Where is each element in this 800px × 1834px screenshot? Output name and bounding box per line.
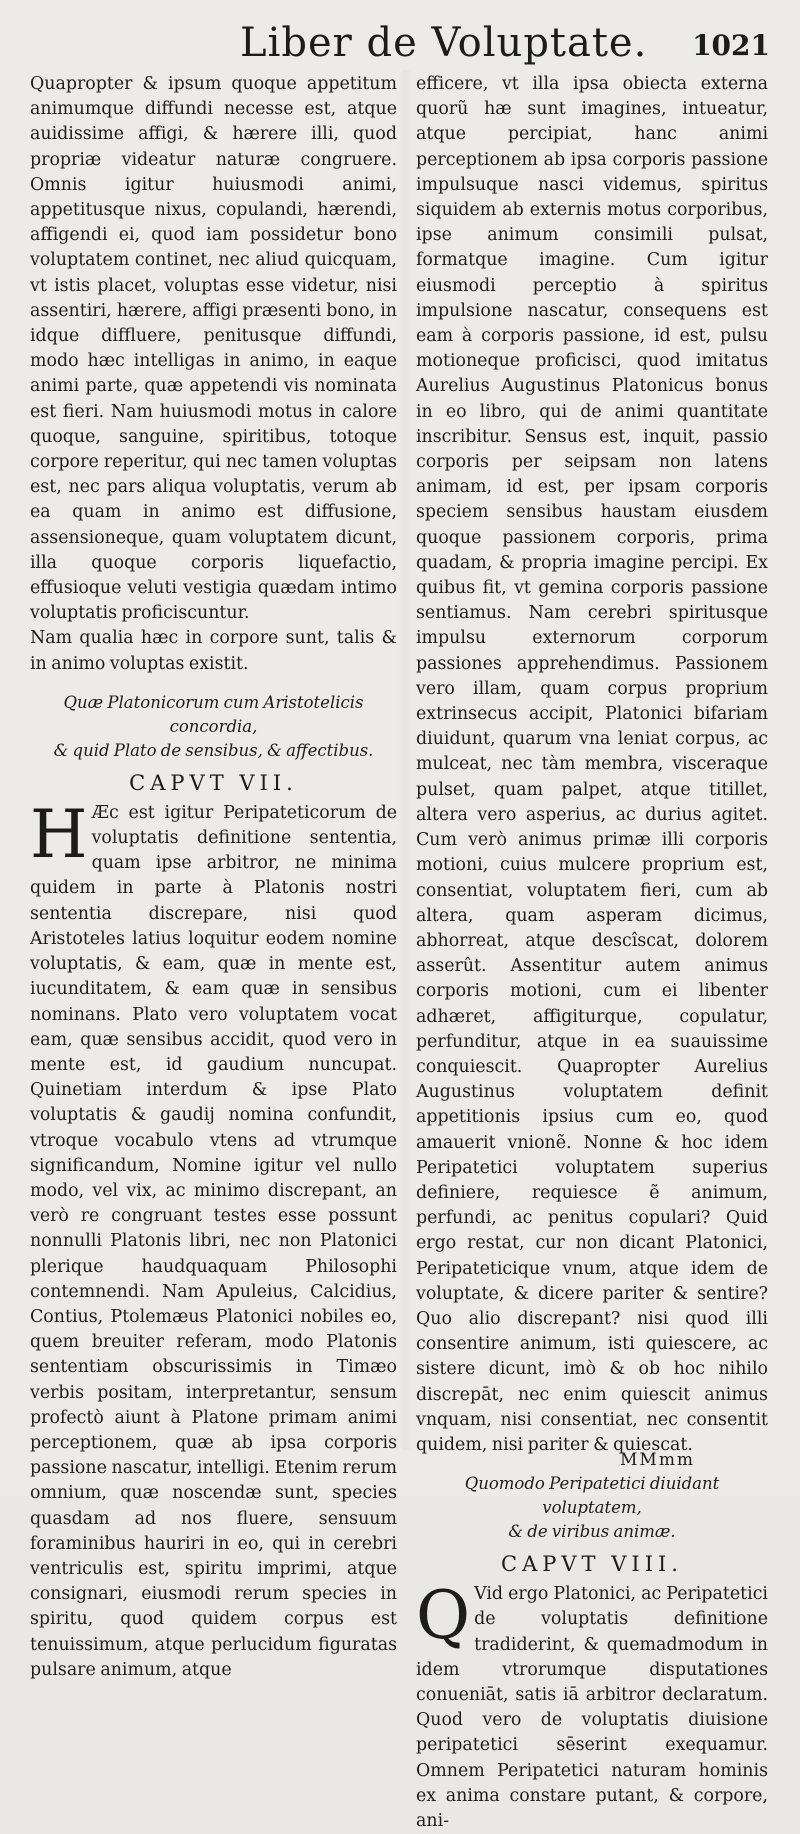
page-title: Liber de Voluptate. xyxy=(240,20,648,66)
column-gutter xyxy=(398,70,412,1450)
signature-mark: MMmm xyxy=(620,1450,696,1470)
drop-cap: Q xyxy=(416,1577,471,1655)
chapter-heading-line: Quomodo Peripatetici diuidant voluptatem, xyxy=(464,1474,720,1518)
chapter-heading-line: Quæ Platonicorum cum Aristotelicis concordia, xyxy=(63,692,364,736)
paragraph xyxy=(416,1577,768,1834)
left-column xyxy=(30,72,397,1683)
chapter-number: CAPVT VII. xyxy=(129,770,298,795)
chapter-heading-line: & quid Plato de sensibus, & affectibus. xyxy=(53,740,374,760)
chapter-number: CAPVT VIII. xyxy=(501,1552,683,1577)
paragraph xyxy=(30,795,397,1683)
paragraph-text: Æc est igitur Peripateticorum de voluptatis definitione sententia, quam ipse arbitror, ne minima quidem in parte à Platonis nostri sententia discrepare, nisi quod Aristoteles latius loquitur eodem nomine voluptatis, & eam, quæ in mente est, iucunditatem, & eam quæ in sensibus nominans. Plato vero voluptatem vocat eam, quæ sensibus accidit, quod vero in mente est, id gaudium nuncupat. Quinetiam interdum & ipse Plato voluptatis & gaudij nomina confundit, vtroque vocabulo vtens ad vtrumque significandum, Nomine igitur vel nullo modo, vel vix, ac minimo discrepant, an verò re congruant testes esse possunt nonnulli Platonis libri, nec non Platonici plerique haudquaquam Philosophi contemnendi. Nam Apuleius, Calcidius, Contius, Ptolemæus Platonici nobiles eo, quem breuiter referam, modo Platonis sententiam obscurissimis in Timæo verbis positam, interpretantur, sensum profectò aiunt à Platone primam animi perceptionem, quæ ab ipsa corporis passione nascatur, intelligi. Etenim rerum omnium, quæ noscendæ sunt, species quasdam ad nos fluere, sensuum foraminibus hauriri in eo, qui in cerebri ventriculis est, spiritu imprimi, atque consignari, eiusmodi rerum species in spiritu, quod quidem corpus est tenuissimum, atque perlucidum figuratas pulsare animum, atque xyxy=(30,802,397,1680)
paragraph-text: Vid ergo Platonici, ac Peripatetici de voluptatis definitione tradiderint, & quemadmodum in idem vtrorumque disputationes conueniāt, satis iā arbitror declaratum. Quod vero de voluptatis diuisione peripatetici sēserint exequamur. Omnem Peripatetici naturam hominis ex anima constare putant, & corpore, ani- xyxy=(416,1584,768,1831)
chapter-heading-line: & de viribus animæ. xyxy=(508,1522,676,1542)
chapter-heading xyxy=(416,1472,768,1544)
page-number: 1021 xyxy=(692,29,770,62)
paragraph: Quapropter & ipsum quoque appetitum animumque diffundi necesse est, atque auidissime affigi, & hærere illi, quod propriæ videatur naturæ congruere. Omnis igitur huiusmodi animi, appetitusque nixus, copulandi, hærendi, affigendi ei, quod iam possidetur bono voluptatem continet, nec aliud quicquam, vt istis placet, voluptas esse videtur, nisi assentiri, hærere, affigi præsenti bono, in idque diffluere, penitusque diffundi, modo hæc intelligas in animo, in eaque animi parte, quæ appetendi vis nominata est fieri. Nam huiusmodi motus in calore quoque, sanguine, spiritibus, totoque corpore reperitur, qui nec tamen voluptas est, nec pars aliqua voluptatis, verum ab ea quam in animo est diffusione, assensioneque, quam voluptatem dicunt, illa quoque corporis liquefactio, effusioque veluti vestigia quædam intimo voluptatis proficiscuntur. xyxy=(30,74,397,624)
running-head xyxy=(0,18,800,68)
right-column xyxy=(416,72,768,1834)
paragraph: Nam qualia hæc in corpore sunt, talis & in animo voluptas existit. xyxy=(30,628,397,674)
chapter-heading xyxy=(30,691,397,763)
paragraph: efficere, vt illa ipsa obiecta externa quorũ hæ sunt imagines, intueatur, atque percipiat, hanc animi perceptionem ab ipsa corporis passione impulsuque nasci videmus, spiritus siquidem ab externis motus corporibus, ipse animum consimili pulsat, formatque imagine. Cum igitur eiusmodi perceptio à spiritus impulsione nascatur, consequens est eam à corporis passione, id est, pulsu motioneque proficisci, quod imitatus Aurelius Augustinus Platonicus bonus in eo libro, qui de animi quantitate inscribitur. Sensus est, inquit, passio corporis per seipsam non latens animam, id est, per ipsam corporis speciem sensibus haustam eiusdem quoque passionem corporis, prima quadam, & propria imagine percipi. Ex quibus fit, vt gemina corporis passione sentiamus. Nam cerebri spiritusque impulsu externorum corporum passiones apprehendimus. Passionem vero illam, quam corpus proprium extrinsecus accipit, Platonici bifariam diuidunt, quarum vna leniat corpus, ac mulceat, nec tàm membra, visceraque pulset, quam palpet, atque titillet, altera vero asperius, ac durius agitet. Cum verò animus primæ illi corporis motioni, cuius mulcere proprium est, consentiat, voluptatem fieri, cum ab altera, quam asperam dicimus, abhorreat, atque descîscat, dolorem asserût. Assentitur autem animus corporis motioni, cum ei libenter adhæret, affigiturque, copulatur, perfunditur, atque in ea suauissime conquiescit. Quapropter Aurelius Augustinus voluptatem definit appetitionis ipsius cum eo, quod amauerit vnionẽ. Nonne & hoc idem Peripatetici voluptatem superius definiere, requiesce ẽ animum, perfundi, ac penitus copulari? Quid ergo restat, cur non dicant Platonici, Peripateticique vnum, atque idem de voluptate, & dicere pariter & sentire? Quo alio discrepant? nisi quod illi consentire animum, isti quiescere, ac sistere dicunt, imò & ob hoc nihilo discrepāt, nec enim quiescit animus vnquam, nisi consentiat, nec consentit quidem, nisi pariter & quiescat. xyxy=(416,74,768,1455)
drop-cap: H xyxy=(30,795,88,873)
